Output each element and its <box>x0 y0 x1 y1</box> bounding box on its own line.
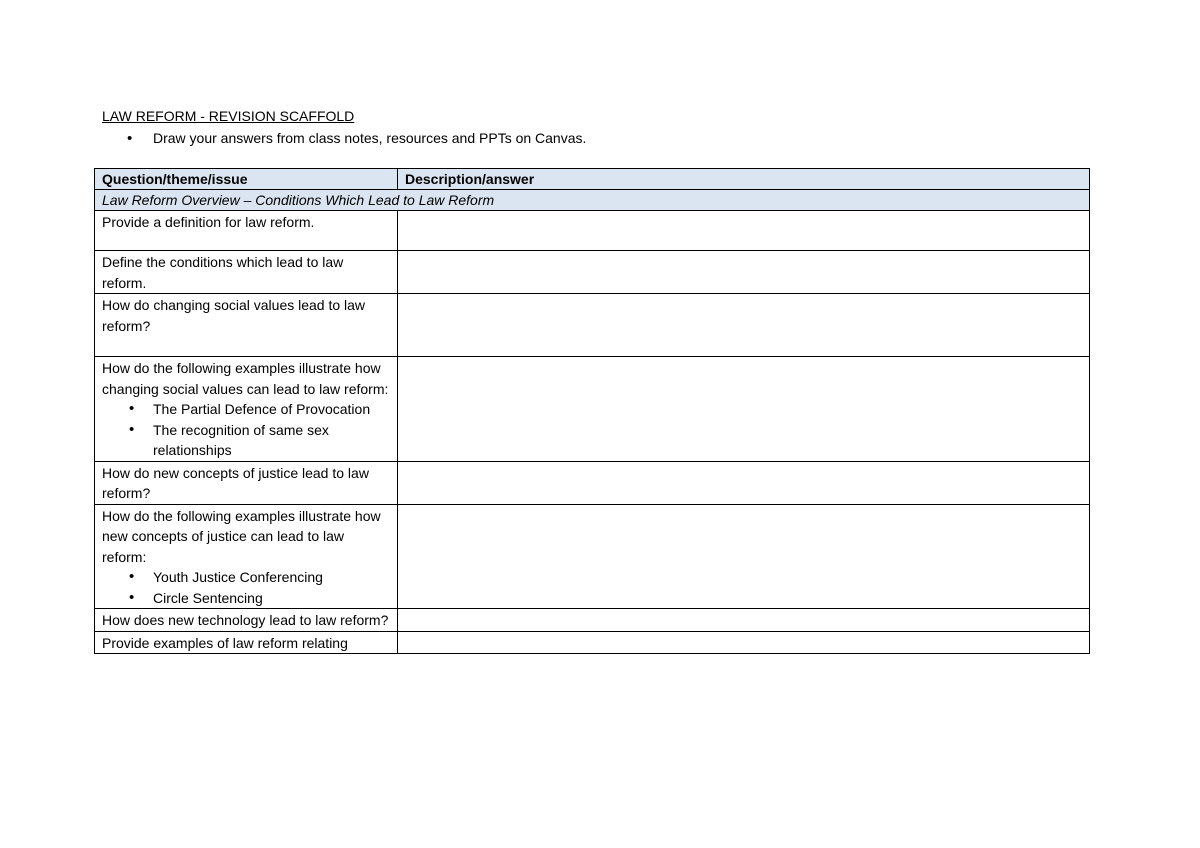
answer-cell[interactable] <box>398 631 1090 654</box>
question-bullet-item: • Youth Justice Conferencing <box>102 567 390 588</box>
intro-bullet-item: • Draw your answers from class notes, resources and PPTs on Canvas. <box>102 129 586 148</box>
question-bullet-item: • The Partial Defence of Provocation <box>102 399 390 420</box>
table-row <box>95 294 1090 357</box>
section-heading-text: Law Reform Overview – Conditions Which Lead to Law Reform <box>102 192 495 208</box>
answer-cell[interactable] <box>398 294 1090 357</box>
intro-bullet-list <box>102 129 586 148</box>
answer-cell[interactable] <box>398 609 1090 632</box>
question-bullet-item: • The recognition of same sex relationships <box>102 420 390 461</box>
question-text: How do the following examples illustrate how changing social values can lead to law reform: <box>102 360 389 397</box>
question-bullet-list <box>102 399 390 461</box>
question-cell <box>95 357 398 462</box>
question-cell: How does new technology lead to law reform? <box>95 609 398 632</box>
table-row <box>95 504 1090 609</box>
section-heading-row <box>95 190 1090 211</box>
table-row <box>95 631 1090 654</box>
question-text: How do the following examples illustrate how new concepts of justice can lead to law reform: <box>102 507 381 565</box>
answer-cell[interactable] <box>398 251 1090 294</box>
question-bullet-item: • Circle Sentencing <box>102 588 390 609</box>
answer-cell[interactable] <box>398 504 1090 609</box>
answer-cell[interactable] <box>398 211 1090 251</box>
revision-scaffold-table <box>94 168 1090 654</box>
answer-cell[interactable] <box>398 461 1090 504</box>
question-bullet-list <box>102 567 390 608</box>
table-row <box>95 251 1090 294</box>
document-title: LAW REFORM - REVISION SCAFFOLD <box>102 108 355 124</box>
table-row <box>95 609 1090 632</box>
table-row <box>95 461 1090 504</box>
question-cell: How do changing social values lead to law reform? <box>95 294 398 357</box>
header-answer: Description/answer <box>398 169 1090 190</box>
question-cell: How do new concepts of justice lead to law reform? <box>95 461 398 504</box>
question-cell: Provide a definition for law reform. <box>95 211 398 251</box>
header-question: Question/theme/issue <box>95 169 398 190</box>
section-heading <box>95 190 1090 211</box>
question-cell <box>95 504 398 609</box>
question-cell: Define the conditions which lead to law reform. <box>95 251 398 294</box>
table-header-row <box>95 169 1090 190</box>
answer-cell[interactable] <box>398 357 1090 462</box>
table-row <box>95 357 1090 462</box>
table-row <box>95 211 1090 251</box>
question-cell: Provide examples of law reform relating <box>95 631 398 654</box>
